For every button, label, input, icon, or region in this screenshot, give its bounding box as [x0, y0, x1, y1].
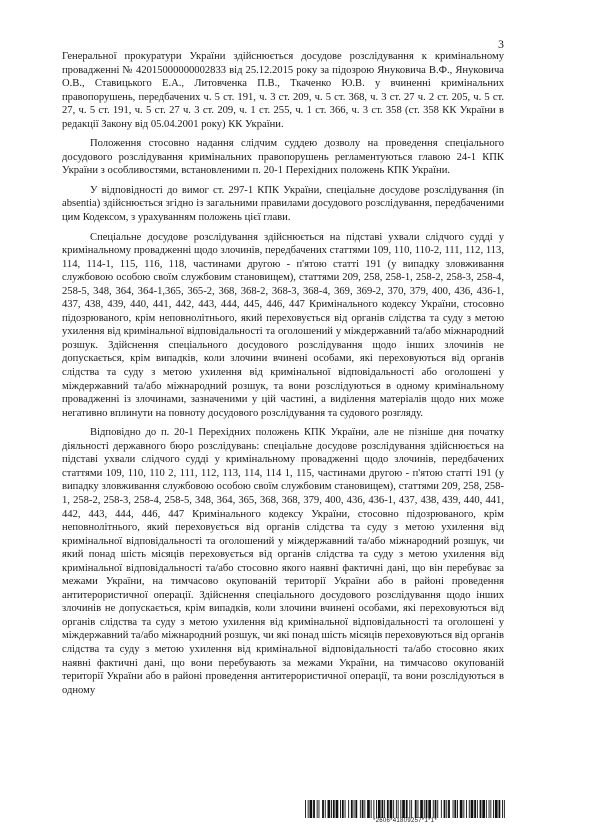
barcode — [305, 800, 505, 818]
paragraph-1: Генеральної прокуратури України здійснюється досудове розслідування к кримінальному провадженні № 42015000000002833 від 25.12.2015 року за підозрою Януковича В.Ф., Януковича О.В., Ставицького Е.А., Литовченка П.В., Ткаченко Ю.В. у вчиненні кримінальних правопорушень, передбачених ч. 5 ст. 191, ч. 3 ст. 209, ч. 5 ст. 368, ч. 3 ст. 27 ч. 2 ст. 205, ч. 5 ст. 27, ч. 5 ст. 191, ч. 5 ст. 27 ч. 3 ст. 209, ч. 1 ст. 255, ч. 1 ст. 366, ч. 3 ст. 358 (ст. 358 КК України в редакції Закону від 05.04.2001 року) КК України. — [62, 51, 504, 130]
barcode-text: *2606*41809257*1*1* — [372, 818, 438, 824]
paragraph-2: Положення стосовно надання слідчим суддею дозволу на проведення спеціального досудового розслідування кримінальних правопорушень регламентуються главою 24-1 КПК України з особливостями, встановленими п. 20-1 Перехідних положень КПК України. — [62, 138, 504, 177]
paragraph-4: Спеціальне досудове розслідування здійснюється на підставі ухвали слідчого судді у кримінальному провадженні щодо злочинів, передбачених статтями 109, 110, 110-2, 111, 112, 113, 114, 114-1, 115, 116, 118, частинами другою - п'ятою статті 191 (у випадку зловживання службовою особою своїм службовим становищем), статтями 209, 258, 258-1, 258-2, 258-3, 258-4, 258-5, 348, 364, 364-1,365, 365-2, 368, 368-2, 368-3, 368-4, 369, 369-2, 370, 379, 400, 436, 436-1, 437, 438, 439, 440, 441, 442, 443, 444, 445, 446, 447 Кримінального кодексу України, стосовно підозрюваного, крім неповнолітнього, який переховується від органів слідства та суду з метою ухилення від кримінальної відповідальності та оголошений у міждержавний та/або міжнародний розшук. Здійснення спеціального досудового розслідування щодо інших злочинів не допускається, крім випадків, коли злочини вчинені особами, які переховуються від органів слідства та суду з метою ухилення від кримінальної відповідальності або оголошені у міждержавний та/або міжнародний розшук, та вони розслідуються в одному кримінальному провадженні із злочинами, зазначеними у цій частині, а виділення матеріалів щодо них може негативно вплинути на повноту досудового розслідування та судового розгляду. — [62, 231, 504, 419]
paragraph-3: У відповідності до вимог ст. 297-1 КПК України, спеціальне досудове розслідування (in absentia) здійснюється згідно із загальними правилами досудового розслідування, передбаченими цим Кодексом, з урахуванням положень цієї глави. — [62, 184, 504, 224]
paragraph-5: Відповідно до п. 20-1 Перехідних положень КПК України, але не пізніше дня початку діяльності державного бюро розслідувань: спеціальне досудове розслідування здійснюється на підставі ухвали слідчого судді у кримінальному провадженні щодо злочинів, передбачених статтями 109, 110, 110 2, 111, 112, 113, 114, 114 1, 115, частинами другою - п'ятою статті 191 (у випадку зловживання службовою особою своїм службовим становищем), статтями 209, 258, 258-1, 258-2, 258-3, 258-4, 258-5, 348, 364, 365, 368, 368, 379, 400, 436, 436-1, 437, 438, 439, 440, 441, 442, 443, 444, 446, 447 Кримінального кодексу України, стосовно підозрюваного, крім неповнолітнього, який переховується від органів слідства та суду з метою ухилення від кримінальної відповідальності та оголошений у міждержавний та/або міжнародний розшук, чи який понад шість місяців переховується від органів слідства та суду з метою ухилення від кримінальної відповідальності та/або стосовно якого наявні фактичні дані, що він перебуває за межами України, на тимчасово окупованій території України або в районі проведення антитерористичної операції. Здійснення спеціального досудового розслідування щодо інших злочинів не допускається, крім випадків, коли злочини вчинені особами, які переховуються від органів слідства та суду з метою ухилення від кримінальної відповідальності та оголошені у міждержавний та/або міжнародний розшук, чи які понад шість місяців переховуються від органів слідства та суду з метою ухилення від кримінальної відповідальності та/або стосовно яких наявні фактичні дані, що вони перебувають за межами України, на тимчасово окупованій території України або в районі проведення антитерористичної операції, та вони розслідуються в одному — [62, 427, 504, 696]
page-number: 3 — [498, 37, 504, 51]
document-body — [62, 50, 504, 703]
